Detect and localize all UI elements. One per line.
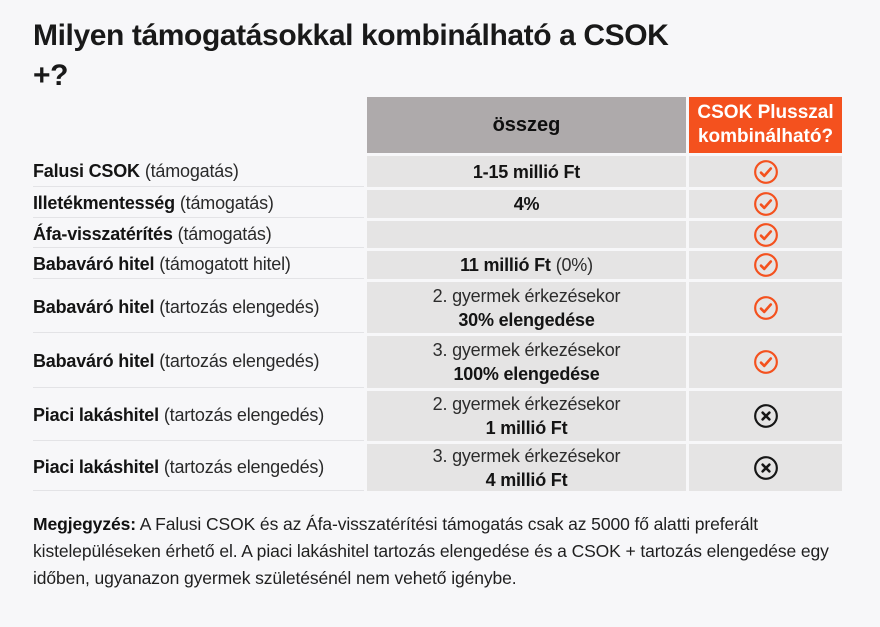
- footnote-label: Megjegyzés:: [33, 514, 136, 534]
- amount-cell: 3. gyermek érkezésekor 100% elengedése: [367, 336, 686, 388]
- check-circle-icon: [753, 159, 779, 185]
- check-circle-icon: [753, 191, 779, 217]
- check-circle-icon: [753, 295, 779, 321]
- check-circle-icon: [753, 222, 779, 248]
- amount-cell: 2. gyermek érkezésekor 30% elengedése: [367, 282, 686, 333]
- x-circle-icon: [753, 403, 779, 429]
- row-label-piaci-lakashitel-3: Piaci lakáshitel (tartozás elengedés): [33, 444, 364, 491]
- page-title: Milyen támogatásokkal kombinálható a CSOK +?: [33, 19, 669, 92]
- amount-cell: 2. gyermek érkezésekor 1 millió Ft: [367, 391, 686, 441]
- column-header-amount: összeg: [367, 97, 686, 153]
- row-label-babavaro-hitel: Babaváró hitel (támogatott hitel): [33, 251, 364, 279]
- column-header-combinable: CSOK Plusszal kombinálható?: [689, 97, 842, 153]
- amount-cell: 1-15 millió Ft: [367, 156, 686, 187]
- row-label-babavaro-hitel-3: Babaváró hitel (tartozás elengedés): [33, 336, 364, 388]
- combinable-cell: [689, 221, 842, 248]
- row-label-illetekmentesseg: Illetékmentesség (támogatás): [33, 190, 364, 218]
- table-corner-cell: [33, 97, 364, 153]
- combinable-cell: [689, 190, 842, 218]
- row-label-afa-visszaterites: Áfa-visszatérítés (támogatás): [33, 221, 364, 248]
- combinable-cell: [689, 391, 842, 441]
- amount-cell-empty: [367, 221, 686, 248]
- amount-cell: 11 millió Ft (0%): [367, 251, 686, 279]
- combinable-cell: [689, 282, 842, 333]
- amount-cell: 4%: [367, 190, 686, 218]
- combinable-cell: [689, 336, 842, 388]
- footnote: [33, 511, 863, 592]
- row-label-piaci-lakashitel-2: Piaci lakáshitel (tartozás elengedés): [33, 391, 364, 441]
- row-label-babavaro-hitel-2: Babaváró hitel (tartozás elengedés): [33, 282, 364, 333]
- amount-cell: 3. gyermek érkezésekor 4 millió Ft: [367, 444, 686, 491]
- row-label-falusi-csok: Falusi CSOK (támogatás): [33, 156, 364, 187]
- combinable-cell: [689, 444, 842, 491]
- check-circle-icon: [753, 252, 779, 278]
- footnote-text: A Falusi CSOK és az Áfa-visszatérítési támogatás csak az 5000 fő alatti preferált kistelepüléseken érhető el. A piaci lakáshitel tartozás elengedése és a CSOK + tartozás elengedése egy időben, ugyanazon gyermek születésénél nem vehető igénybe.: [33, 514, 829, 588]
- combinable-cell: [689, 156, 842, 187]
- check-circle-icon: [753, 349, 779, 375]
- csok-combination-table: [33, 97, 842, 491]
- combinable-cell: [689, 251, 842, 279]
- x-circle-icon: [753, 455, 779, 481]
